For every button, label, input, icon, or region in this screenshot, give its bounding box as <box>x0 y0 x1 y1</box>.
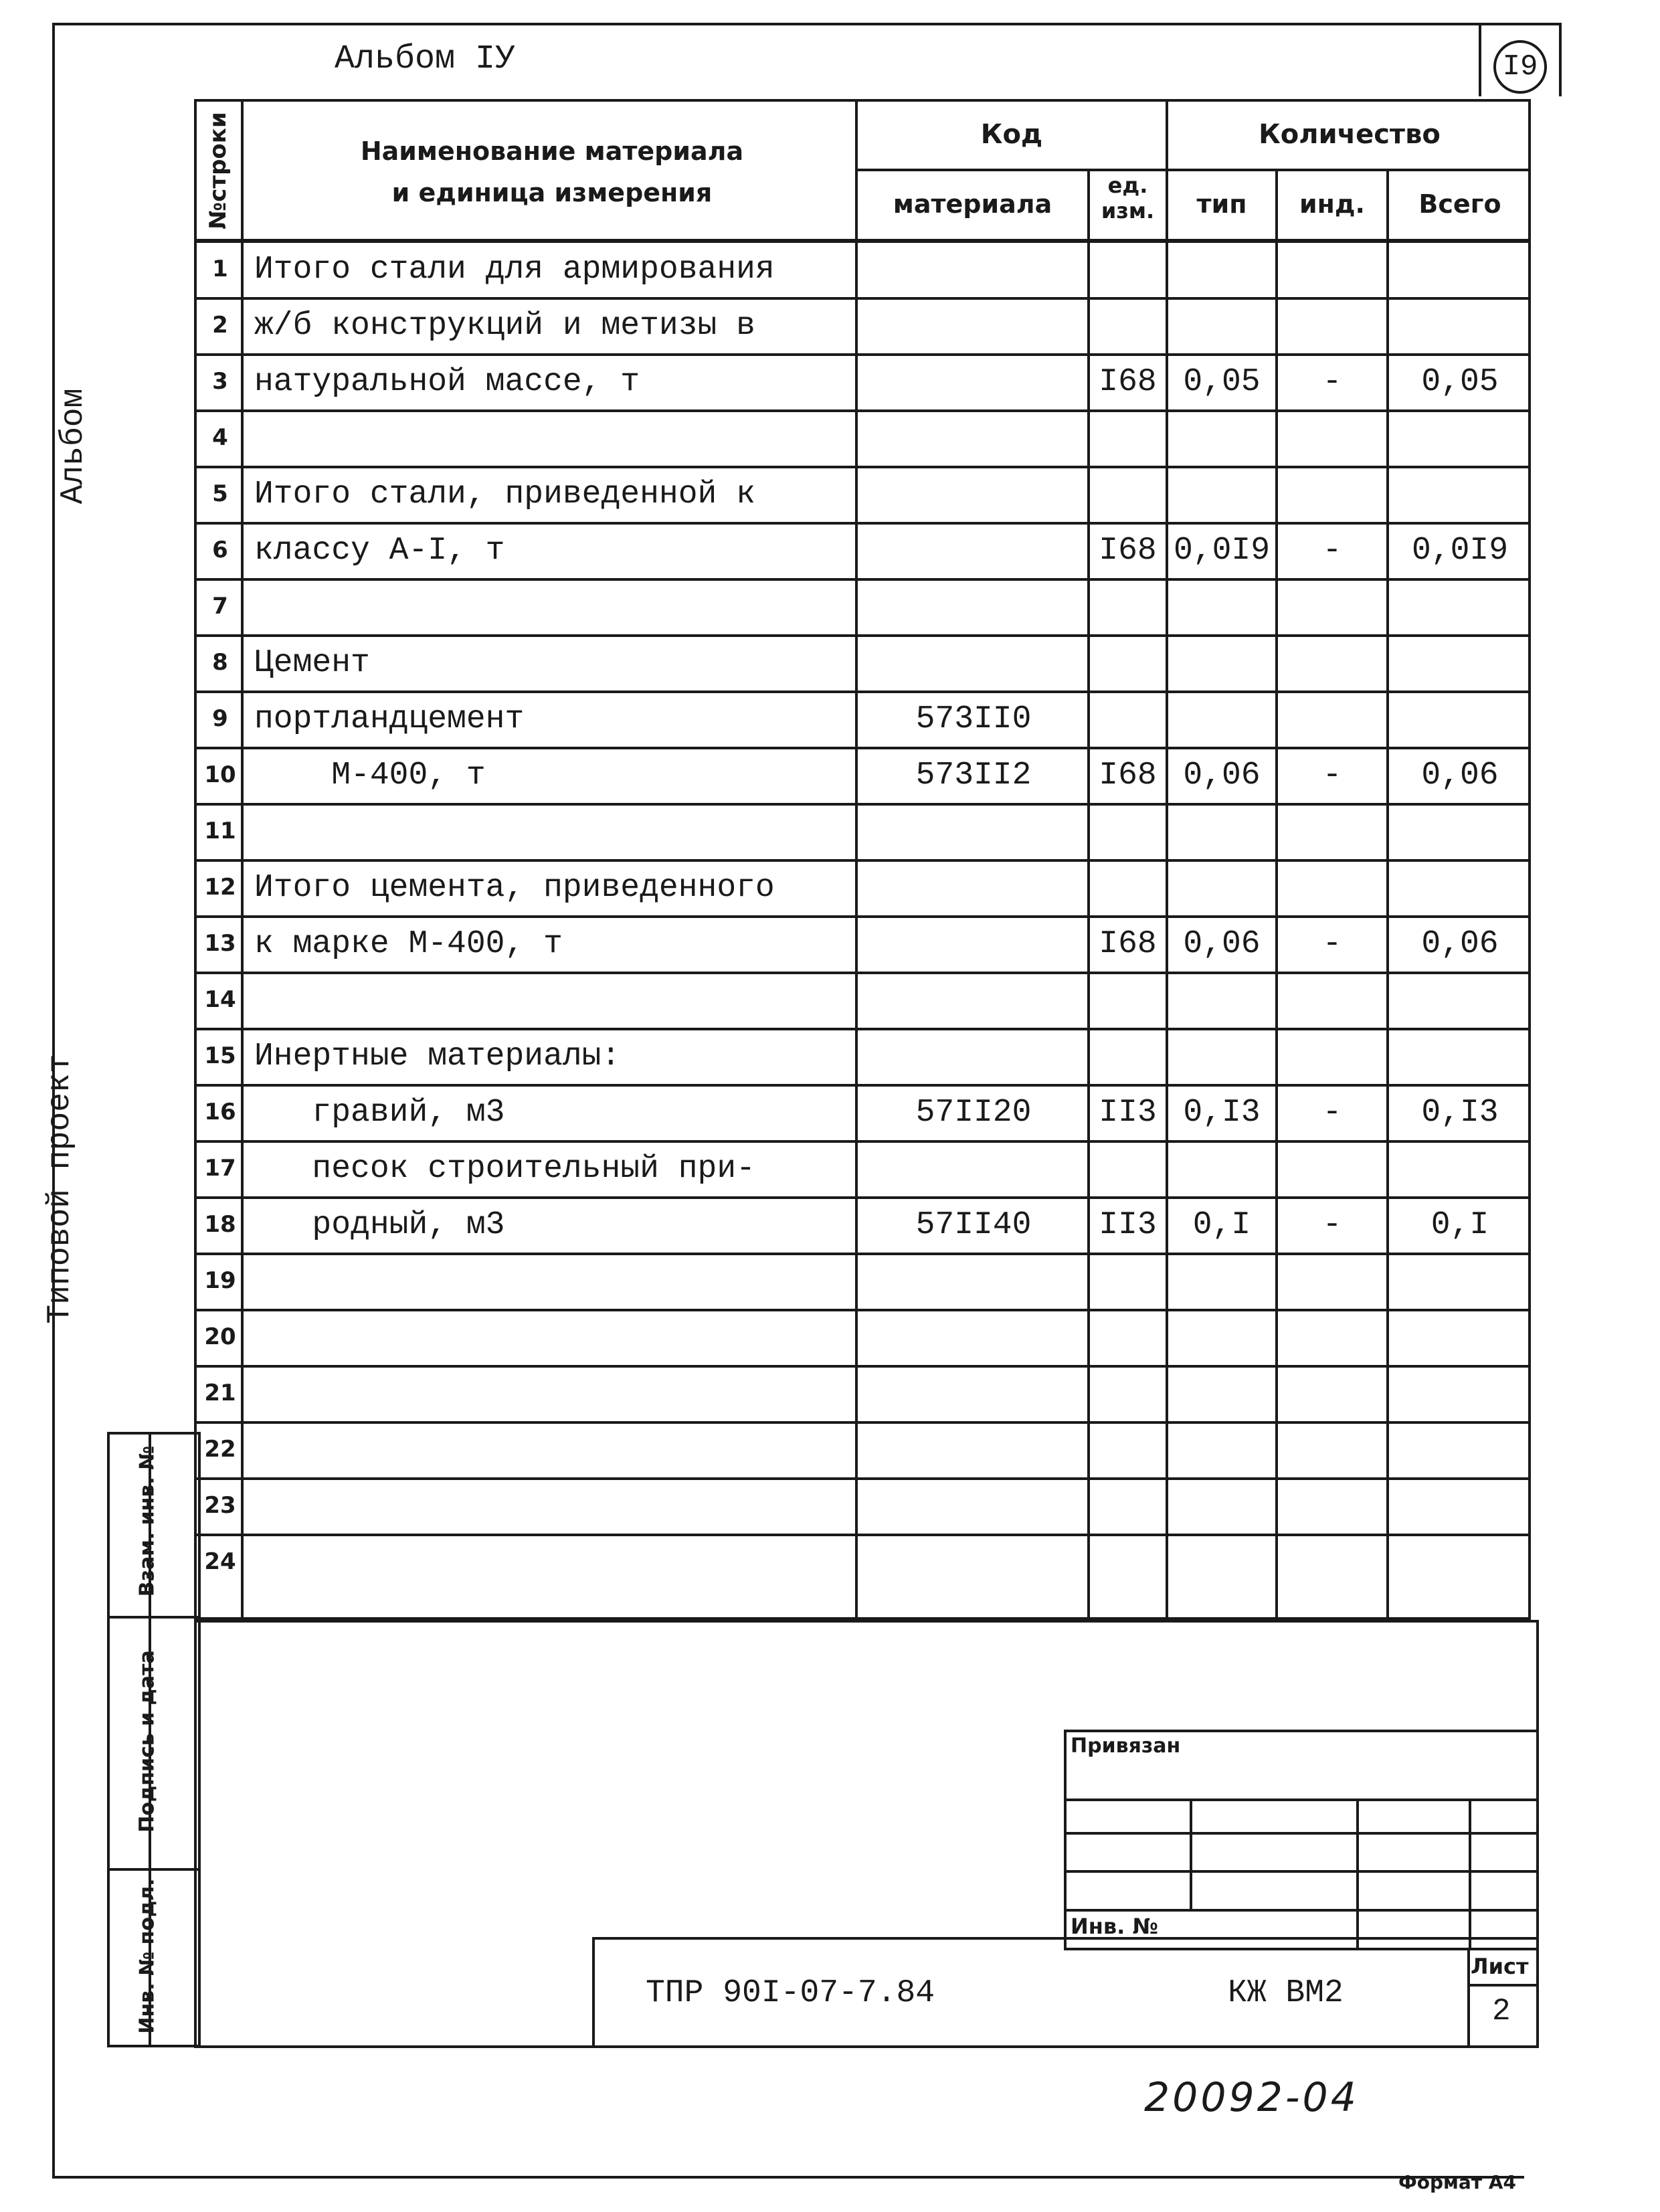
header-code-unit: ед. изм. <box>1101 173 1155 223</box>
album-label: Альбом IУ <box>335 40 516 78</box>
row-divider <box>194 578 1531 581</box>
row-divider <box>194 1421 1531 1424</box>
row-number: 7 <box>212 593 228 620</box>
row-number: 5 <box>212 480 228 507</box>
row-number: 20 <box>204 1323 236 1350</box>
row-divider <box>194 1140 1531 1143</box>
cell-ind: - <box>1322 926 1342 962</box>
sheet-number: 2 <box>1492 1994 1511 2029</box>
handwritten-number: 20092-04 <box>1144 2074 1359 2121</box>
cell-total: 0,06 <box>1421 757 1499 794</box>
cell-code: 57II40 <box>915 1207 1032 1243</box>
header-row-number: №строки <box>205 112 232 229</box>
cell-name: Итого цемента, приведенного <box>254 870 775 906</box>
cell-total: 0,I3 <box>1421 1095 1499 1131</box>
row-number: 16 <box>204 1099 236 1125</box>
row-divider <box>194 1028 1531 1030</box>
row-divider <box>194 747 1531 749</box>
row-divider <box>194 522 1531 525</box>
row-number: 18 <box>204 1211 236 1238</box>
top-frame-line <box>52 23 1561 25</box>
row-number: 4 <box>212 424 228 451</box>
inv-label: Инв. № <box>1071 1914 1158 1939</box>
row-divider <box>194 1084 1531 1087</box>
row-number: 21 <box>204 1380 236 1406</box>
cell-type: 0,I3 <box>1183 1095 1261 1131</box>
cell-unit: I68 <box>1099 757 1157 794</box>
stamp-label-inv-original: Инв. № подл. <box>135 1878 159 2034</box>
row-number: 10 <box>204 761 236 788</box>
cell-name: песок строительный при- <box>254 1151 755 1187</box>
header-quantity-type: тип <box>1196 189 1247 219</box>
row-number: 3 <box>212 368 228 395</box>
row-number: 13 <box>204 930 236 957</box>
header-divider <box>1479 23 1481 96</box>
cell-unit: II3 <box>1099 1095 1157 1131</box>
row-divider <box>194 409 1531 412</box>
cell-ind: - <box>1322 364 1342 400</box>
row-divider <box>194 1309 1531 1311</box>
bound-label: Привязан <box>1071 1734 1181 1758</box>
row-divider <box>194 690 1531 693</box>
row-number: 1 <box>212 256 228 282</box>
cell-unit: I68 <box>1099 533 1157 569</box>
row-number: 15 <box>204 1042 236 1069</box>
row-divider <box>194 1477 1531 1480</box>
sheet-circle <box>1493 40 1547 94</box>
cell-code: 573II2 <box>915 757 1032 794</box>
header-material-name: Наименование материала и единица измерения <box>360 136 744 207</box>
row-divider <box>194 1196 1531 1199</box>
cell-name: натуральной массе, т <box>254 364 640 400</box>
sheet-label: Лист <box>1471 1954 1529 1979</box>
row-number: 14 <box>204 986 236 1013</box>
header-code-material: материала <box>893 189 1052 219</box>
row-divider <box>194 634 1531 637</box>
cell-code: 573II0 <box>915 701 1032 737</box>
row-divider <box>194 972 1531 974</box>
cell-name: М-400, т <box>254 757 486 794</box>
row-number: 11 <box>204 818 236 844</box>
row-number: 22 <box>204 1436 236 1463</box>
cell-total: 0,05 <box>1421 364 1499 400</box>
cell-total: 0,I <box>1431 1207 1489 1243</box>
format-label: Формат А4 <box>1398 2171 1516 2193</box>
cell-unit: II3 <box>1099 1207 1157 1243</box>
row-number: 17 <box>204 1155 236 1182</box>
cell-name: портландцемент <box>254 701 525 737</box>
header-code-group: Код <box>980 119 1043 150</box>
row-number: 8 <box>212 649 228 676</box>
cell-ind: - <box>1322 757 1342 794</box>
row-number: 23 <box>204 1492 236 1519</box>
row-number: 6 <box>212 537 228 563</box>
row-number: 2 <box>212 312 228 339</box>
row-number: 12 <box>204 874 236 901</box>
cell-total: 0,0I9 <box>1411 533 1509 569</box>
cell-name: гравий, м3 <box>254 1095 505 1131</box>
row-divider <box>194 1365 1531 1368</box>
row-divider <box>194 297 1531 300</box>
cell-unit: I68 <box>1099 926 1157 962</box>
cell-type: 0,06 <box>1183 757 1261 794</box>
stamp-label-inv-replacement: Взам. инв. № <box>135 1445 159 1597</box>
cell-name: Итого стали, приведенной к <box>254 476 755 513</box>
header-quantity-group: Количество <box>1259 119 1441 150</box>
side-label-album: Альбом <box>56 388 92 504</box>
side-label-typical-project: Типовой проект <box>42 1054 78 1324</box>
row-number: 19 <box>204 1267 236 1294</box>
stamp-label-signature-date: Подпись и дата <box>135 1650 159 1833</box>
cell-name: Инертные материалы: <box>254 1038 621 1075</box>
row-number: 24 <box>204 1548 236 1575</box>
cell-ind: - <box>1322 1207 1342 1243</box>
right-frame-line <box>1559 23 1562 96</box>
cell-name: классу А-I, т <box>254 533 505 569</box>
row-divider <box>194 859 1531 862</box>
cell-type: 0,I <box>1192 1207 1251 1243</box>
cell-type: 0,06 <box>1183 926 1261 962</box>
cell-ind: - <box>1322 533 1342 569</box>
sheet-circle-number: I9 <box>1502 50 1538 84</box>
row-divider <box>194 1534 1531 1536</box>
doc-code: ТПР 90I-07-7.84 <box>646 1975 935 2011</box>
row-divider <box>194 915 1531 918</box>
cell-name: родный, м3 <box>254 1207 505 1243</box>
row-divider <box>194 803 1531 806</box>
row-number: 9 <box>212 705 228 732</box>
cell-name: к марке М-400, т <box>254 926 563 962</box>
cell-code: 57II20 <box>915 1095 1032 1131</box>
cell-name: Цемент <box>254 645 370 681</box>
header-quantity-ind: инд. <box>1299 189 1365 219</box>
cell-ind: - <box>1322 1095 1342 1131</box>
doc-mark: КЖ ВМ2 <box>1228 1975 1344 2011</box>
cell-name: ж/б конструкций и метизы в <box>254 308 755 344</box>
row-divider <box>194 353 1531 356</box>
header-quantity-total: Всего <box>1418 189 1501 219</box>
cell-unit: I68 <box>1099 364 1157 400</box>
row-divider <box>194 1253 1531 1255</box>
row-divider <box>194 466 1531 468</box>
cell-type: 0,0I9 <box>1173 533 1271 569</box>
page-frame-bottom <box>52 2176 1524 2179</box>
cell-name: Итого стали для армирования <box>254 252 775 288</box>
cell-type: 0,05 <box>1183 364 1261 400</box>
cell-total: 0,06 <box>1421 926 1499 962</box>
